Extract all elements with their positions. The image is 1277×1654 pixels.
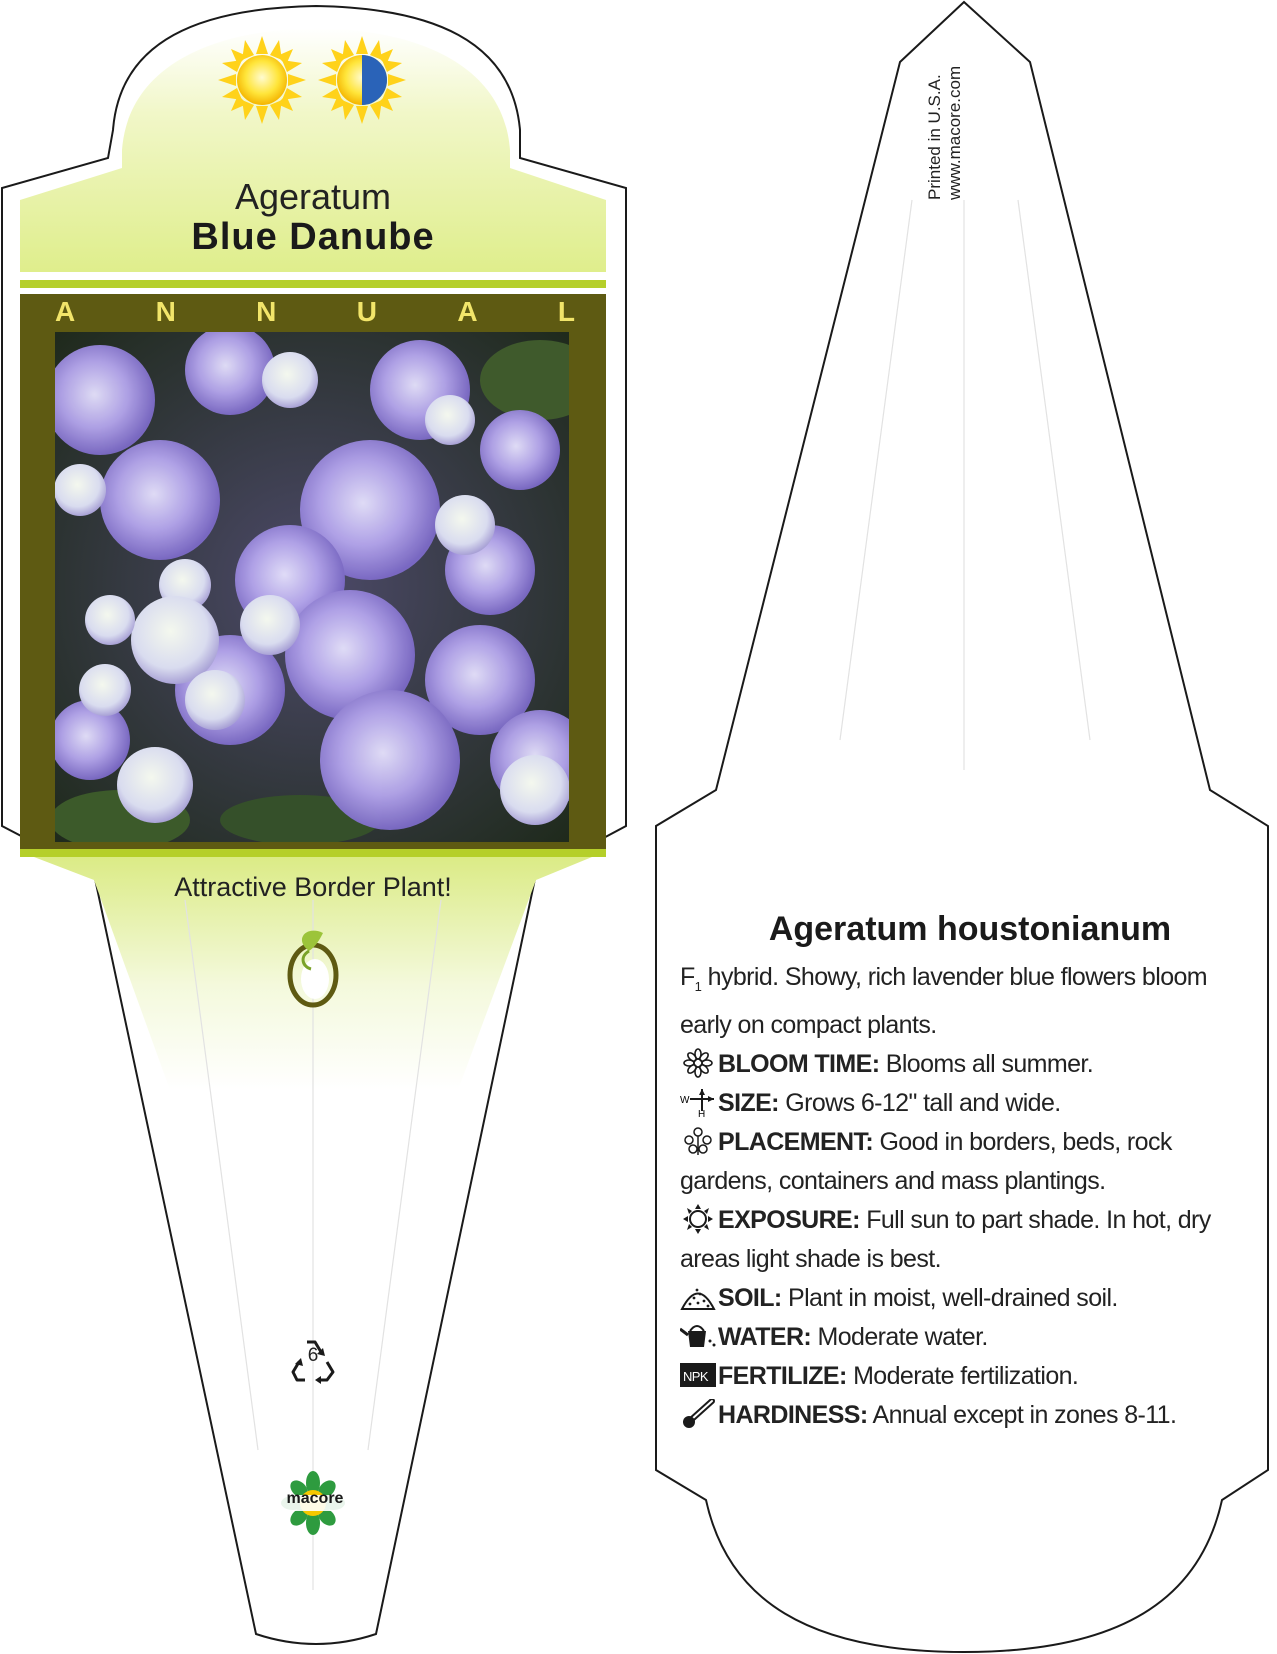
category-letter: N xyxy=(256,296,277,327)
tagline: Attractive Border Plant! xyxy=(174,872,452,902)
size-arrows-icon xyxy=(680,1087,718,1117)
care-info xyxy=(680,958,1260,1435)
soil-pile-icon xyxy=(680,1282,718,1312)
recycle-number: 6 xyxy=(307,1345,319,1366)
full-sun-icon xyxy=(218,36,306,124)
flower-icon xyxy=(680,1048,718,1078)
svg-text:H: H xyxy=(698,1109,705,1117)
printed-in-label: Printed in U.S.A. xyxy=(925,74,944,200)
plant-genus-title: Ageratum xyxy=(234,176,392,217)
category-label xyxy=(55,296,575,328)
placement-row: PLACEMENT: Good in borders, beds, rock gardens, containers and mass plantings. xyxy=(680,1128,1172,1195)
bloom-time-row: BLOOM TIME: Blooms all summer. xyxy=(680,1045,1260,1084)
hardiness-row: HARDINESS: Annual except in zones 8-11. xyxy=(680,1396,1260,1435)
npk-icon xyxy=(680,1360,718,1390)
description: $F_1$ hybrid. Showy, rich lavender blue flowers bloom early on compact plants. xyxy=(680,963,1208,1039)
category-letter: A xyxy=(457,296,478,327)
exposure-row: EXPOSURE: Full sun to part shade. In hot, dry areas light shade is best. xyxy=(680,1206,1211,1273)
category-letter: L xyxy=(557,296,575,327)
watering-can-icon xyxy=(680,1321,718,1351)
plant-cluster-icon xyxy=(680,1126,718,1156)
fertilize-row: NPK FERTILIZE: Moderate fertilization. xyxy=(680,1357,1260,1396)
brand-name: macore xyxy=(286,1490,344,1507)
water-row: WATER: Moderate water. xyxy=(680,1318,1260,1357)
part-shade-icon xyxy=(318,36,406,124)
botanical-name: Ageratum houstonianum xyxy=(768,910,1172,948)
category-letter: U xyxy=(356,296,377,327)
website-label: www.macore.com xyxy=(945,65,964,200)
category-letter: A xyxy=(55,296,76,327)
print-info xyxy=(925,66,965,200)
thermometer-icon xyxy=(680,1399,718,1429)
svg-text:W: W xyxy=(680,1095,689,1106)
flower-photo xyxy=(45,325,600,850)
sun-outline-icon xyxy=(680,1204,718,1234)
soil-row: SOIL: Plant in moist, well-drained soil. xyxy=(680,1279,1260,1318)
category-letter: N xyxy=(155,296,176,327)
svg-text:NPK: NPK xyxy=(683,1369,708,1384)
plant-variety-title: Blue Danube xyxy=(191,216,435,258)
size-row: W H SIZE: Grows 6-12" tall and wide. xyxy=(680,1084,1260,1123)
